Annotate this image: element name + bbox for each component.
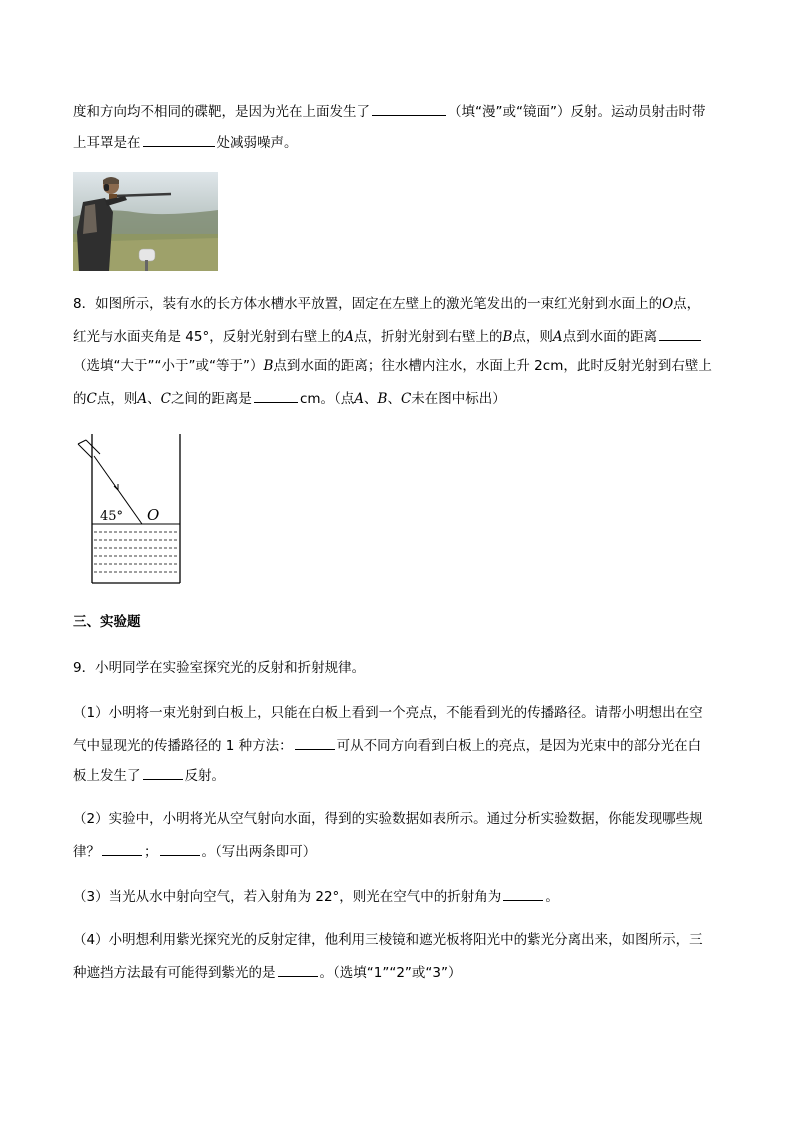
q9-part4-line1: （4）小明想利用紫光探究光的反射定律，他利用三棱镜和遮光板将阳光中的紫光分离出来，如图所示，三 bbox=[73, 932, 703, 948]
q7-line-2: 上耳罩是在 处减弱噪声。 bbox=[73, 131, 298, 153]
q9-part2-line2: 律？ ； 。（写出两条即可） bbox=[73, 840, 316, 862]
q9-part3: （3）当光从水中射向空气，若入射角为 22°，则光在空气中的折射角为 。 bbox=[73, 885, 559, 907]
q8-line-1: 8．如图所示，装有水的长方体水槽水平放置，固定在左壁上的激光笔发出的一束红光射到水面上的O点， bbox=[73, 296, 701, 312]
water-hatching bbox=[94, 532, 178, 572]
q9-intro: 9．小明同学在实验室探究光的反射和折射规律。 bbox=[73, 660, 366, 676]
answer-blank[interactable] bbox=[503, 885, 543, 901]
answer-blank[interactable] bbox=[102, 840, 142, 856]
answer-blank[interactable] bbox=[160, 840, 200, 856]
q8-line-4: 的C点，则A、C之间的距离是 cm。（点A、B、C未在图中标出） bbox=[73, 387, 506, 409]
q8-line-2: 红光与水面夹角是 45°，反射光射到右壁上的A点，折射光射到右壁上的B点，则A点到水面的距离 bbox=[73, 325, 703, 347]
q9-part1-line2: 气中显现光的传播路径的 1 种方法： 可从不同方向看到白板上的亮点，是因为光束中的部分光在白 bbox=[73, 734, 701, 756]
water-tank-diagram bbox=[72, 428, 192, 588]
q9-part4-line2: 种遮挡方法最有可能得到紫光的是 。（选填“1”“2”或“3”） bbox=[73, 961, 461, 983]
q9-part1-line3: 板上发生了 反射。 bbox=[73, 764, 225, 786]
point-o-label: O bbox=[147, 506, 160, 524]
q8-line-3: （选填“大于”“小于”或“等于”）B点到水面的距离；往水槽内注水，水面上升 2cm，此时反射光射到右壁上 bbox=[73, 358, 712, 374]
answer-blank[interactable] bbox=[295, 734, 335, 750]
section-heading: 三、实验题 bbox=[73, 614, 141, 630]
answer-blank[interactable] bbox=[143, 131, 215, 147]
answer-blank[interactable] bbox=[254, 387, 298, 403]
q9-part2-line1: （2）实验中，小明将光从空气射向水面，得到的实验数据如表所示。通过分析实验数据，你能发现哪些规 bbox=[73, 811, 703, 827]
answer-blank[interactable] bbox=[659, 325, 701, 341]
q7-line-1: 度和方向均不相同的碟靶，是因为光在上面发生了 （填“漫”或“镜面”）反射。运动员射击时带 bbox=[73, 100, 705, 122]
q9-part1-line1: （1）小明将一束光射到白板上，只能在白板上看到一个亮点，不能看到光的传播路径。请帮小明想出在空 bbox=[73, 705, 703, 721]
answer-blank[interactable] bbox=[278, 961, 318, 977]
laser-pen bbox=[78, 440, 86, 444]
shooter-photo bbox=[73, 172, 218, 271]
answer-blank[interactable] bbox=[372, 100, 446, 116]
angle-label: 45° bbox=[100, 509, 124, 524]
answer-blank[interactable] bbox=[143, 764, 183, 780]
